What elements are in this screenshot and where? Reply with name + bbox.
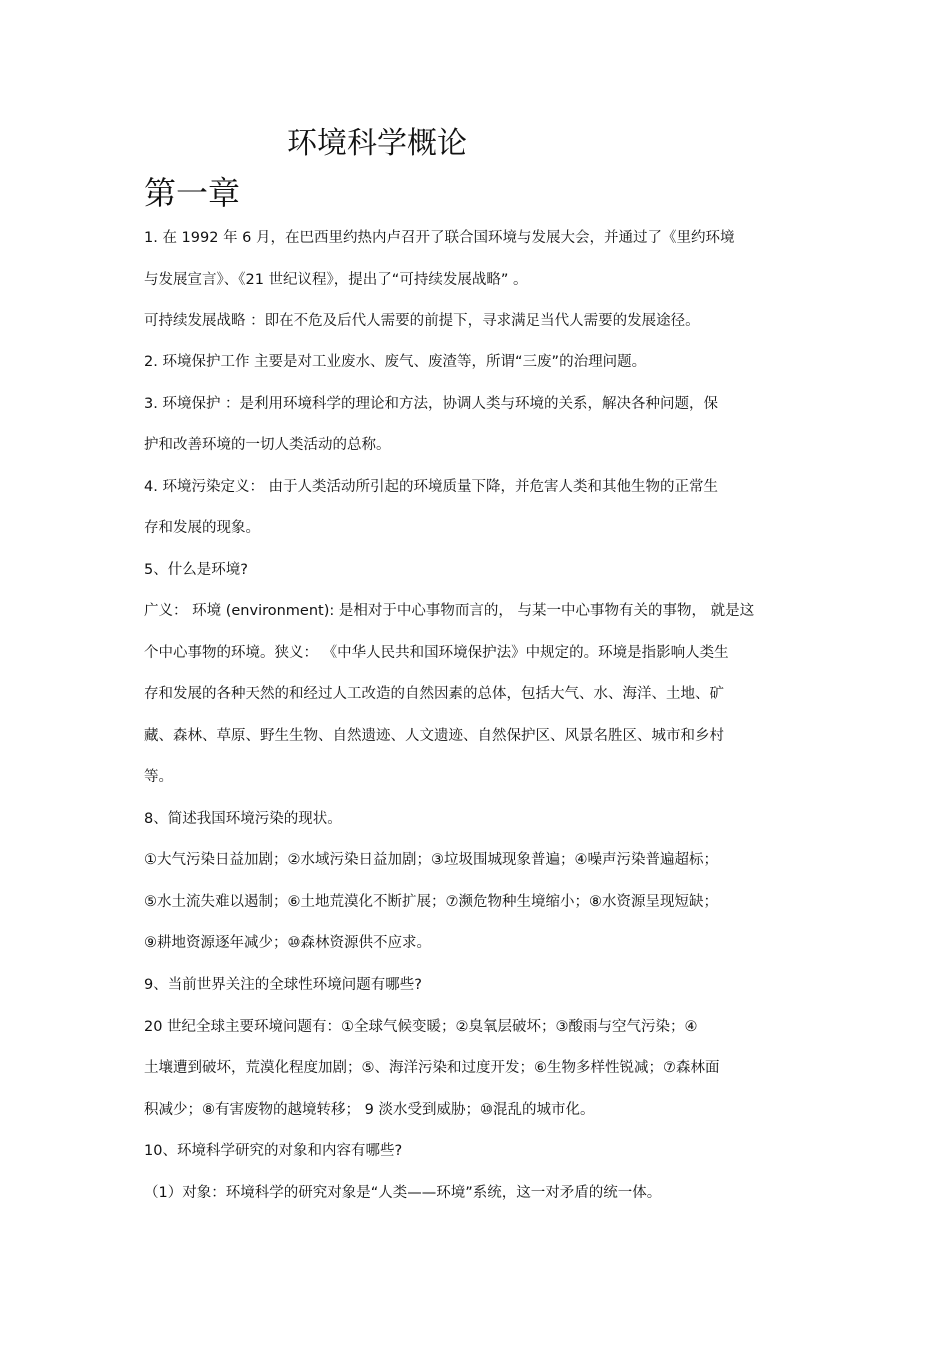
- text-line: （1）对象：环境科学的研究对象是“人类——环境”系统，这一对矛盾的统一体。: [144, 1185, 662, 1201]
- text-line: 5、什么是环境?: [144, 562, 248, 578]
- text-line: 存和发展的现象。: [144, 520, 260, 536]
- text-line: 20 世纪全球主要环境问题有：①全球气候变暖；②臭氧层破坏；③酸雨与空气污染；④: [144, 1019, 698, 1035]
- document-title: 环境科学概论: [287, 126, 467, 161]
- text-line: 9、当前世界关注的全球性环境问题有哪些?: [144, 977, 422, 993]
- text-line: 个中心事物的环境。狭义： 《中华人民共和国环境保护法》中规定的。环境是指影响人类生: [144, 645, 729, 661]
- text-line: 积减少；⑧有害废物的越境转移； 9 淡水受到威胁；⑩混乱的城市化。: [144, 1102, 595, 1118]
- text-line: 藏、森林、草原、野生生物、自然遗迹、人文遗迹、自然保护区、风景名胜区、城市和乡村: [144, 728, 724, 744]
- text-line: ⑨耕地资源逐年减少；⑩森林资源供不应求。: [144, 935, 431, 951]
- text-line: 护和改善环境的一切人类活动的总称。: [144, 437, 391, 453]
- text-line: 土壤遭到破坏，荒漠化程度加剧；⑤、海洋污染和过度开发；⑥生物多样性锐减；⑦森林面: [144, 1060, 720, 1076]
- text-line: 可持续发展战略 ：即在不危及后代人需要的前提下，寻求满足当代人需要的发展途径。: [144, 313, 700, 329]
- text-line: ①大气污染日益加剧；②水域污染日益加剧；③垃圾围城现象普遍；④噪声污染普遍超标；: [144, 852, 718, 868]
- text-line: 等。: [144, 769, 173, 785]
- text-line: 4. 环境污染定义： 由于人类活动所引起的环境质量下降，并危害人类和其他生物的正常生: [144, 479, 719, 495]
- text-line: 3. 环境保护 ：是利用环境科学的理论和方法，协调人类与环境的关系，解决各种问题，保: [144, 396, 719, 412]
- chapter-heading: 第一章: [144, 174, 241, 212]
- text-line: 10、环境科学研究的对象和内容有哪些?: [144, 1143, 403, 1159]
- text-line: 存和发展的各种天然的和经过人工改造的自然因素的总体，包括大气、水、海洋、土地、矿: [144, 686, 724, 702]
- text-line: 8、简述我国环境污染的现状。: [144, 811, 342, 827]
- text-line: 与发展宣言》、《21 世纪议程》，提出了“可持续发展战略” 。: [144, 272, 528, 288]
- text-line: ⑤水土流失难以遏制；⑥土地荒漠化不断扩展；⑦濒危物种生境缩小；⑧水资源呈现短缺；: [144, 894, 718, 910]
- text-line: 2. 环境保护工作 主要是对工业废水、废气、废渣等，所谓“三废”的治理问题。: [144, 354, 647, 370]
- text-line: 1. 在 1992 年 6 月，在巴西里约热内卢召开了联合国环境与发展大会，并通过了《里约环境: [144, 230, 735, 246]
- text-line: 广义： 环境 (environment): 是相对于中心事物而言的， 与某一中心事物有关的事物， 就是这: [144, 603, 755, 619]
